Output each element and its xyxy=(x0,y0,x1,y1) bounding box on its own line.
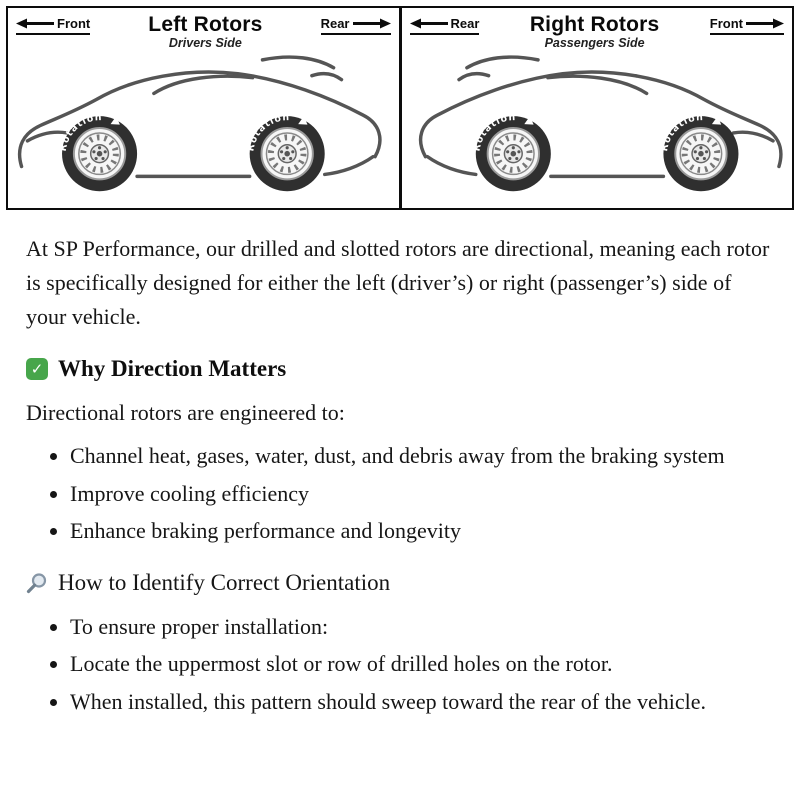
magnifier-icon xyxy=(26,572,48,594)
rotation-label: Rotation xyxy=(658,112,704,153)
panel-subtitle: Drivers Side xyxy=(168,36,242,51)
car-illustration-right xyxy=(402,50,793,208)
check-icon: ✓ xyxy=(26,358,48,380)
list-item: • Improve cooling efficiency xyxy=(70,477,774,510)
arrow-right-icon xyxy=(746,18,784,29)
list-item: • To ensure proper installation: xyxy=(70,610,774,643)
left-panel-header xyxy=(8,8,399,50)
right-panel-titles xyxy=(479,14,709,50)
rear-direction-label xyxy=(410,16,480,35)
rotation-label: Rotation xyxy=(57,112,103,153)
section-title: How to Identify Correct Orientation xyxy=(58,569,391,595)
section1-bullet-list xyxy=(26,439,774,547)
front-direction-label xyxy=(16,16,90,35)
section-how-to-identify xyxy=(26,570,774,596)
left-panel-titles xyxy=(90,14,320,50)
car-illustration-left xyxy=(8,50,399,208)
direction-text: Front xyxy=(709,16,743,31)
panel-title: Left Rotors xyxy=(148,13,263,36)
rotor-direction-diagram xyxy=(6,6,794,210)
panel-title: Right Rotors xyxy=(529,13,660,36)
arrow-left-icon xyxy=(16,18,54,29)
panel-subtitle: Passengers Side xyxy=(544,36,645,51)
direction-text: Front xyxy=(57,16,91,31)
intro-paragraph: At SP Performance, our drilled and slotted rotors are directional, meaning each rotor is specifically designed for either the left (driver’s) or right (passenger’s) side of your vehicle. xyxy=(26,236,770,330)
list-item: • Channel heat, gases, water, dust, and debris away from the braking system xyxy=(70,439,774,472)
article-body xyxy=(0,210,800,718)
right-rotors-panel xyxy=(400,6,795,210)
section-why-direction-matters xyxy=(26,356,774,382)
car-body-sketch-mirrored xyxy=(420,57,780,191)
list-item: • Enhance braking performance and longevity xyxy=(70,514,774,547)
section1-lead: Directional rotors are engineered to: xyxy=(26,400,345,426)
rotation-label: Rotation xyxy=(470,112,516,153)
front-direction-label xyxy=(710,16,784,35)
right-panel-header xyxy=(402,8,793,50)
section-title: Why Direction Matters xyxy=(58,356,287,382)
list-item: • When installed, this pattern should sweep toward the rear of the vehicle. xyxy=(70,685,774,718)
rotation-label: Rotation xyxy=(245,112,291,153)
direction-text: Rear xyxy=(450,16,480,31)
rear-direction-label xyxy=(321,16,391,35)
direction-text: Rear xyxy=(320,16,350,31)
left-rotors-panel xyxy=(6,6,401,210)
list-item: • Locate the uppermost slot or row of drilled holes on the rotor. xyxy=(70,647,774,680)
arrow-right-icon xyxy=(353,18,391,29)
arrow-left-icon xyxy=(410,18,448,29)
section2-bullet-list xyxy=(26,610,774,718)
